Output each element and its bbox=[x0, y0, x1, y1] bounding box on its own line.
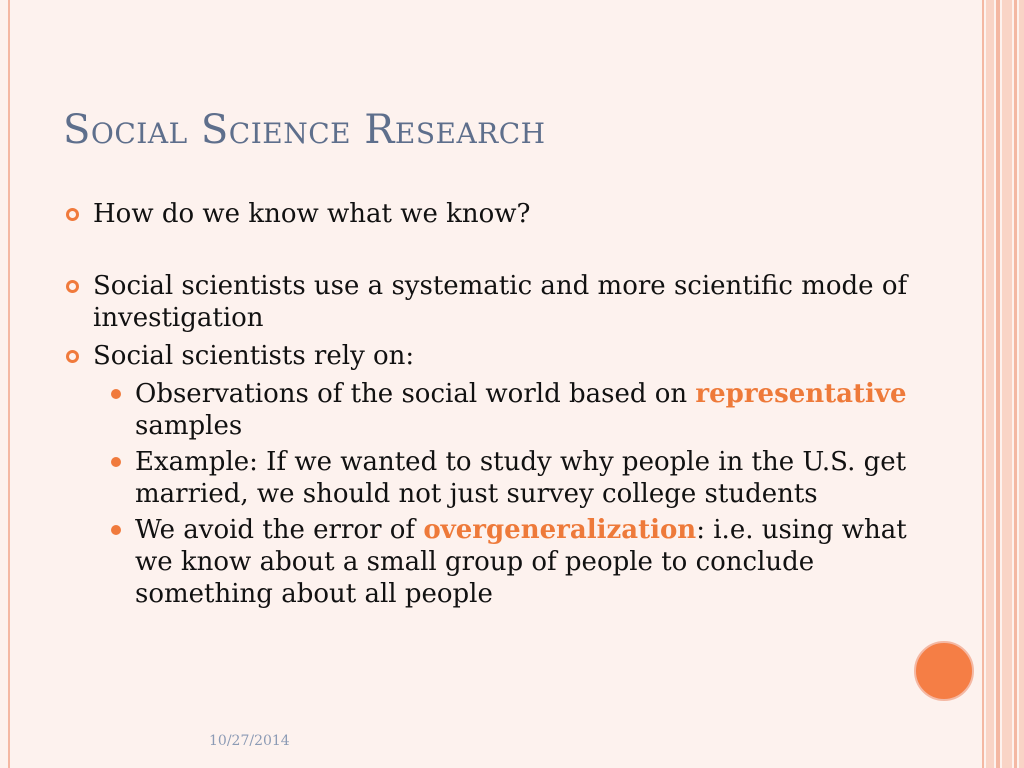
sub-bullet-text: Observations of the social world based on bbox=[135, 379, 696, 409]
bullet-item bbox=[66, 198, 946, 230]
sub-bullet-item bbox=[108, 514, 946, 610]
ring-bullet-icon bbox=[66, 208, 79, 221]
orange-circle-decoration bbox=[914, 641, 974, 701]
sub-bullet-text: : i.e. using what we know about a small group of people to conclude something about all people bbox=[135, 515, 907, 609]
sub-bullet-text: We avoid the error of bbox=[135, 515, 424, 545]
bullet-text: Social scientists rely on: bbox=[93, 341, 415, 371]
slide-title: Social Science Research bbox=[63, 107, 546, 153]
bullet-item bbox=[66, 270, 946, 334]
dot-bullet-icon bbox=[111, 457, 121, 467]
highlight-term: overgeneralization bbox=[423, 515, 697, 545]
sub-bullet-text: Example: If we wanted to study why people in the U.S. get married, we should not just survey college students bbox=[135, 447, 907, 509]
bullet-text: Social scientists use a systematic and more scientific mode of investigation bbox=[93, 271, 908, 333]
right-stripe bbox=[1014, 0, 1017, 768]
slide-date: 10/27/2014 bbox=[209, 733, 290, 749]
ring-bullet-icon bbox=[66, 280, 79, 293]
dot-bullet-icon bbox=[111, 389, 121, 399]
right-stripe bbox=[1019, 0, 1024, 768]
bullet-list bbox=[66, 198, 946, 614]
sub-bullet-item bbox=[108, 378, 946, 442]
sub-bullet-item bbox=[108, 446, 946, 510]
bullet-text: How do we know what we know? bbox=[93, 199, 531, 229]
right-stripe bbox=[986, 0, 994, 768]
dot-bullet-icon bbox=[111, 525, 121, 535]
bullet-item bbox=[66, 340, 946, 372]
highlight-term: representative bbox=[695, 379, 907, 409]
ring-bullet-icon bbox=[66, 350, 79, 363]
right-stripe bbox=[1002, 0, 1012, 768]
right-stripe bbox=[996, 0, 1000, 768]
sub-bullet-text: samples bbox=[135, 411, 243, 441]
